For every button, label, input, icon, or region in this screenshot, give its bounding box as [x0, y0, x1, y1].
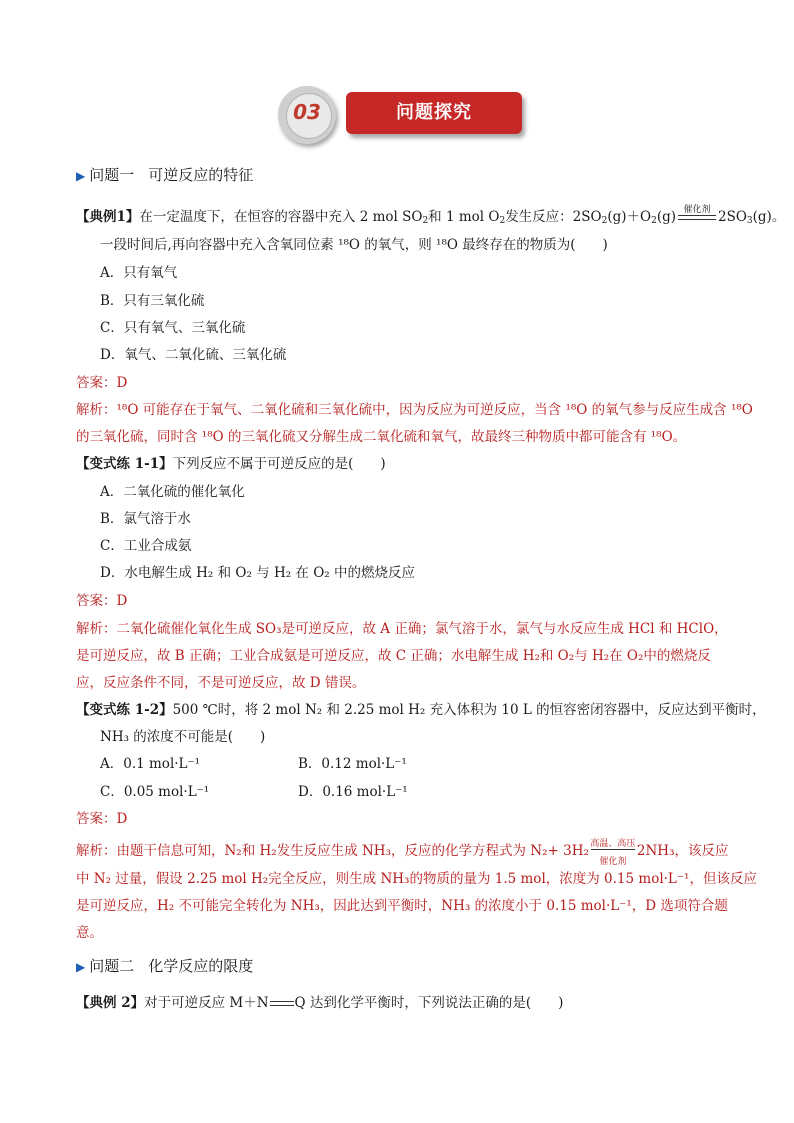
- analysis-line: 意。: [76, 925, 103, 941]
- option-c: C．0.05 mol·L⁻¹: [100, 784, 210, 800]
- analysis-line: 是可逆反应，故 B 正确；工业合成氨是可逆反应，故 C 正确；水电解生成 H₂和 O₂与 H₂在 O₂中的燃烧反: [76, 648, 711, 664]
- option-a: A．0.1 mol·L⁻¹: [100, 756, 201, 772]
- analysis-line: 应，反应条件不同，不是可逆反应，故 D 错误。: [76, 675, 366, 691]
- example-1-question-line-2: 一段时间后,再向容器中充入含氧同位素 ¹⁸O 的氧气，则 ¹⁸O 最终存在的物质为( ): [100, 237, 608, 253]
- analysis-line: 中 N₂ 过量，假设 2.25 mol H₂完全反应，则生成 NH₃的物质的量为 1.5 mol，浓度为 0.15 mol·L⁻¹，但该反应: [76, 871, 757, 887]
- example-2-question: 【典例 2】对于可逆反应 M＋N Q 达到化学平衡时，下列说法正确的是( ): [76, 995, 564, 1011]
- option-b: B．只有三氧化硫: [100, 293, 205, 309]
- option-d: D．水电解生成 H₂ 和 O₂ 与 H₂ 在 O₂ 中的燃烧反应: [100, 565, 415, 581]
- option-b: B．0.12 mol·L⁻¹: [298, 756, 407, 772]
- answer: 答案：D: [76, 375, 128, 391]
- variant-1-1-question: 【变式练 1-1】下列反应不属于可逆反应的是( ): [76, 456, 386, 472]
- section-heading-2: ▶ 问题二 化学反应的限度: [76, 957, 254, 975]
- badge-number: 03: [293, 100, 321, 124]
- example-tag: 【变式练 1-1】: [76, 456, 173, 472]
- page-title: 问题探究: [396, 102, 472, 123]
- example-1-question-line-1: 【典例1】在一定温度下，在恒容的容器中充入 2 mol $SO_2$和 1 mol $O_2$发生反应：$2SO_2(g)+O_2(g)$ 催化剂 $2SO_3(g)$。: [76, 204, 786, 226]
- answer: 答案：D: [76, 593, 128, 609]
- reaction-arrow: 高温、高压 催化剂: [590, 838, 636, 867]
- option-d: D．氧气、二氧化硫、三氧化硫: [100, 347, 287, 363]
- section-heading-1: ▶ 问题一 可逆反应的特征: [76, 166, 254, 184]
- option-c: C．只有氧气、三氧化硫: [100, 320, 246, 336]
- analysis-line: 解析：¹⁸O 可能存在于氧气、二氧化硫和三氧化硫中，因为反应为可逆反应，当含 ¹⁸O 的氧气参与反应生成含 ¹⁸O: [76, 402, 753, 418]
- analysis-line: 是可逆反应，H₂ 不可能完全转化为 NH₃，因此达到平衡时，NH₃ 的浓度小于 0.15 mol·L⁻¹，D 选项符合题: [76, 898, 728, 914]
- example-tag: 【典例 2】: [76, 995, 145, 1011]
- triangle-icon: ▶: [76, 169, 86, 183]
- analysis-line: 解析：二氧化硫催化氧化生成 SO₃是可逆反应，故 A 正确；氯气溶于水，氯气与水反应生成 HCl 和 HClO，: [76, 621, 728, 637]
- variant-1-2-question-line-2: NH₃ 的浓度不可能是( ): [100, 729, 266, 745]
- option-c: C．工业合成氨: [100, 538, 192, 554]
- variant-1-2-question-line-1: 【变式练 1-2】500 ℃时，将 2 mol N₂ 和 2.25 mol H₂ 充入体积为 10 L 的恒容密闭容器中，反应达到平衡时，: [76, 702, 766, 718]
- equilibrium-arrow: [269, 999, 295, 1009]
- example-tag: 【变式练 1-2】: [76, 702, 173, 718]
- analysis-line: 解析：由题干信息可知，N₂和 H₂发生反应生成 NH₃，反应的化学方程式为 N₂+ 3H₂ 高温、高压 催化剂 2NH₃，该反应: [76, 838, 729, 867]
- option-b: B．氯气溶于水: [100, 511, 191, 527]
- example-tag: 【典例1】: [76, 209, 140, 225]
- answer: 答案：D: [76, 811, 128, 827]
- option-a: A．二氧化硫的催化氧化: [100, 484, 245, 500]
- analysis-line: 的三氧化硫，同时含 ¹⁸O 的三氧化硫又分解生成二氧化硫和氧气，故最终三种物质中都可能含有 ¹⁸O。: [76, 429, 687, 445]
- section-badge: [276, 84, 526, 140]
- reversible-arrow: 催化剂: [676, 211, 718, 225]
- triangle-icon: ▶: [76, 960, 86, 974]
- option-d: D．0.16 mol·L⁻¹: [298, 784, 408, 800]
- option-a: A．只有氧气: [100, 265, 178, 281]
